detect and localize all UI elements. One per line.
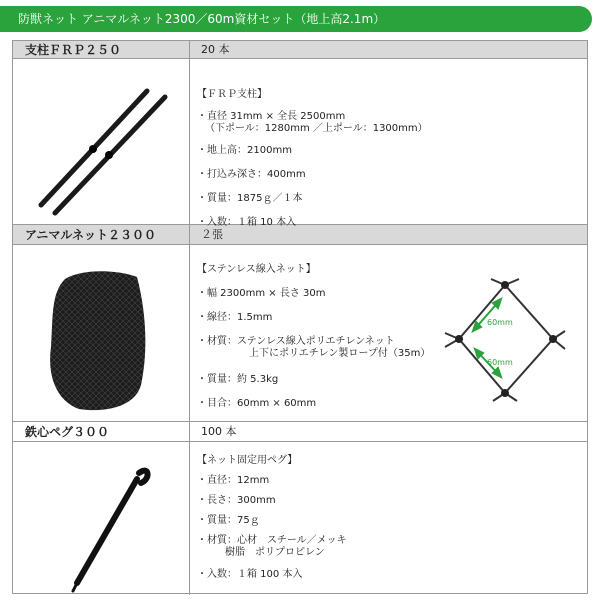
- product-name: アニマルネット２３００: [25, 228, 157, 242]
- spec-item: ・質量：1875ｇ／１本: [197, 193, 303, 204]
- product-name: 支柱ＦＲＰ２５０: [25, 43, 122, 57]
- spec-item: ・幅 2300mm × 長さ 30m: [197, 288, 326, 299]
- spec-table: [12, 40, 588, 594]
- frp-pole-image: [29, 73, 179, 223]
- spec-item: ・入数：１箱 10 本入: [197, 217, 297, 228]
- spec-item: ・材質：心材 スチール／メッキ: [197, 535, 347, 546]
- spec-item: ・直径 31mm × 全長 2500mm: [197, 111, 346, 122]
- spec-heading: 【ＦＲＰ支柱】: [197, 89, 267, 100]
- spec-list-frp-pole: [197, 89, 428, 228]
- product-name: 鉄心ペグ３００: [25, 425, 110, 439]
- title-banner: 防獣ネット アニマルネット2300／60m資材セット（地上高2.1m）: [0, 6, 592, 32]
- spec-item: ・質量：75ｇ: [197, 515, 260, 526]
- spec-item: ・線径：1.5mm: [197, 312, 273, 323]
- spec-item: ・直径：12mm: [197, 475, 270, 486]
- product-header-peg: [13, 422, 587, 442]
- spec-list-peg: [197, 455, 347, 580]
- spec-item: 上下にポリエチレン製ロープ付（35m）: [249, 348, 431, 359]
- spec-item: ・目合：60mm × 60mm: [197, 398, 317, 409]
- spec-item: （下ポール：1280mm ／上ポール：1300mm）: [205, 123, 428, 134]
- spec-list-animal-net: [197, 264, 431, 409]
- mesh-label: 60mm: [487, 318, 513, 327]
- spec-item: ・材質：ステンレス線入ポリエチレンネット: [197, 336, 395, 347]
- product-header-animal-net: [13, 225, 587, 245]
- mesh-label: 60mm: [487, 358, 513, 367]
- spec-heading: 【ネット固定用ペグ】: [197, 455, 298, 466]
- spec-item: 樹脂 ポリプロピレン: [225, 547, 325, 558]
- net-bundle-image: [45, 267, 155, 415]
- spec-item: ・質量：約 5.3kg: [197, 374, 279, 385]
- product-header-frp-pole: [13, 41, 587, 59]
- peg-image: [63, 459, 153, 593]
- product-quantity: ２張: [201, 228, 223, 241]
- spec-heading: 【ステンレス線入ネット】: [197, 264, 316, 275]
- product-quantity: 100 本: [201, 425, 237, 438]
- mesh-size-diagram: [441, 277, 569, 403]
- spec-item: ・地上高：2100mm: [197, 145, 292, 156]
- spec-item: ・長さ：300mm: [197, 495, 276, 506]
- product-quantity: 20 本: [201, 43, 230, 56]
- spec-item: ・入数：１箱 100 本入: [197, 569, 303, 580]
- spec-item: ・打込み深さ：400mm: [197, 169, 306, 180]
